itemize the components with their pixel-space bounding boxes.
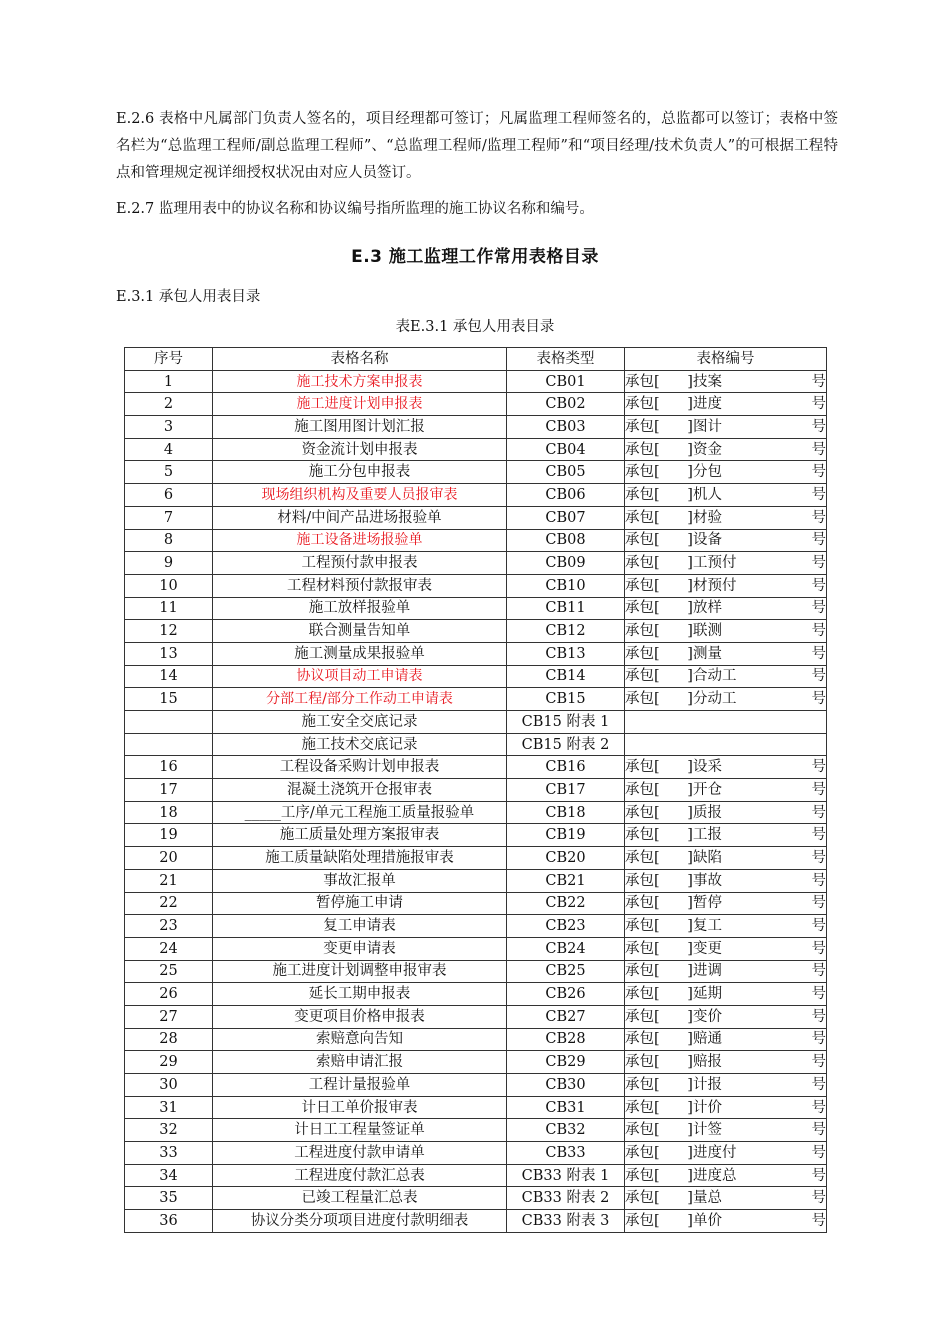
cell-form-name: 施工放样报验单	[213, 597, 507, 620]
code-prefix: 承包[ ]材预付	[625, 577, 737, 594]
cell-serial: 21	[125, 869, 213, 892]
code-prefix: 承包[ ]赔通	[625, 1031, 722, 1048]
header-serial: 序号	[125, 348, 213, 371]
cell-form-code	[625, 733, 827, 756]
code-prefix: 承包[ ]赔报	[625, 1054, 722, 1071]
cell-form-type: CB15 附表 1	[507, 711, 625, 734]
cell-form-type: CB06	[507, 484, 625, 507]
table-row	[125, 801, 827, 824]
cell-form-name: 已竣工程量汇总表	[213, 1187, 507, 1210]
cell-serial	[125, 711, 213, 734]
code-prefix: 承包[ ]进度付	[625, 1144, 737, 1161]
cell-form-name: 暂停施工申请	[213, 892, 507, 915]
cell-form-name: 工程计量报验单	[213, 1074, 507, 1097]
cell-form-name: 施工安全交底记录	[213, 711, 507, 734]
table-row	[125, 393, 827, 416]
code-prefix: 承包[ ]单价	[625, 1212, 722, 1229]
code-prefix: 承包[ ]延期	[625, 986, 722, 1003]
cell-form-code	[625, 1210, 827, 1233]
table-row	[125, 438, 827, 461]
cell-form-type: CB05	[507, 461, 625, 484]
code-prefix: 承包[ ]工报	[625, 827, 722, 844]
cell-serial: 31	[125, 1096, 213, 1119]
table-row	[125, 847, 827, 870]
code-prefix: 承包[ ]量总	[625, 1190, 722, 1207]
table-row	[125, 733, 827, 756]
cell-form-name: 施工质量缺陷处理措施报审表	[213, 847, 507, 870]
table-row	[125, 915, 827, 938]
code-prefix: 承包[ ]开仓	[625, 781, 722, 798]
cell-form-type: CB31	[507, 1096, 625, 1119]
cell-serial: 8	[125, 529, 213, 552]
cell-form-name: 变更申请表	[213, 937, 507, 960]
cell-form-name: 计日工单价报审表	[213, 1096, 507, 1119]
table-row	[125, 529, 827, 552]
code-suffix: 号	[811, 555, 826, 572]
code-prefix: 承包[ ]材验	[625, 509, 722, 526]
cell-form-code	[625, 506, 827, 529]
code-prefix: 承包[ ]图计	[625, 418, 722, 435]
cell-serial: 29	[125, 1051, 213, 1074]
cell-serial: 35	[125, 1187, 213, 1210]
cell-form-name: 延长工期申报表	[213, 983, 507, 1006]
cell-serial: 25	[125, 960, 213, 983]
table-row	[125, 1210, 827, 1233]
cell-serial: 33	[125, 1142, 213, 1165]
table-row	[125, 552, 827, 575]
cell-form-name: 变更项目价格申报表	[213, 1005, 507, 1028]
cell-form-type: CB19	[507, 824, 625, 847]
table-row	[125, 597, 827, 620]
table-row	[125, 779, 827, 802]
cell-form-name: 工程进度付款申请单	[213, 1142, 507, 1165]
code-suffix: 号	[811, 623, 826, 640]
cell-serial: 2	[125, 393, 213, 416]
code-suffix: 号	[811, 691, 826, 708]
code-suffix: 号	[811, 1190, 826, 1207]
cell-form-code	[625, 665, 827, 688]
table-row	[125, 1187, 827, 1210]
code-suffix: 号	[811, 418, 826, 435]
code-prefix: 承包[ ]联测	[625, 623, 722, 640]
code-suffix: 号	[811, 827, 826, 844]
cell-form-name: 联合测量告知单	[213, 620, 507, 643]
code-prefix: 承包[ ]复工	[625, 918, 722, 935]
cell-form-type: CB28	[507, 1028, 625, 1051]
cell-form-name: 施工图用图计划汇报	[213, 416, 507, 439]
code-prefix: 承包[ ]质报	[625, 804, 722, 821]
cell-form-name: 施工分包申报表	[213, 461, 507, 484]
cell-serial: 14	[125, 665, 213, 688]
cell-serial: 3	[125, 416, 213, 439]
cell-serial: 13	[125, 642, 213, 665]
cell-form-code	[625, 756, 827, 779]
cell-form-type: CB01	[507, 370, 625, 393]
code-suffix: 号	[811, 1212, 826, 1229]
cell-form-type: CB15 附表 2	[507, 733, 625, 756]
cell-form-code	[625, 370, 827, 393]
code-suffix: 号	[811, 940, 826, 957]
table-row	[125, 1005, 827, 1028]
cell-serial: 5	[125, 461, 213, 484]
cell-form-type: CB23	[507, 915, 625, 938]
cell-serial: 9	[125, 552, 213, 575]
table-row	[125, 824, 827, 847]
cell-form-type: CB08	[507, 529, 625, 552]
cell-form-name: 工程材料预付款报审表	[213, 574, 507, 597]
cell-form-name: 施工设备进场报验单	[213, 529, 507, 552]
cell-form-type: CB18	[507, 801, 625, 824]
cell-form-type: CB33 附表 2	[507, 1187, 625, 1210]
code-suffix: 号	[811, 781, 826, 798]
code-suffix: 号	[811, 509, 826, 526]
header-form-code: 表格编号	[625, 348, 827, 371]
code-suffix: 号	[811, 1144, 826, 1161]
cell-form-name: 施工测量成果报验单	[213, 642, 507, 665]
cell-form-code	[625, 484, 827, 507]
code-prefix: 承包[ ]暂停	[625, 895, 722, 912]
cell-serial: 23	[125, 915, 213, 938]
table-row	[125, 461, 827, 484]
cell-form-code	[625, 801, 827, 824]
cell-serial: 12	[125, 620, 213, 643]
code-suffix: 号	[811, 1008, 826, 1025]
paragraph-e-2-6: E.2.6 表格中凡属部门负责人签名的，项目经理都可签订；凡属监理工程师签名的，总监都可以签订；表格中签名栏为“总监理工程师/副总监理工程师”、“总监理工程师/监理工程师”和“项目经理/技术负责人”的可根据工程特点和管理规定视详细授权状况由对应人员签订。	[116, 111, 838, 181]
header-form-name: 表格名称	[213, 348, 507, 371]
table-row	[125, 937, 827, 960]
table-caption: 表E.3.1 承包人用表目录	[395, 319, 555, 335]
cell-serial: 36	[125, 1210, 213, 1233]
cell-serial: 4	[125, 438, 213, 461]
code-suffix: 号	[811, 804, 826, 821]
table-row	[125, 1074, 827, 1097]
table-row	[125, 688, 827, 711]
table-row	[125, 869, 827, 892]
table-row	[125, 1142, 827, 1165]
cell-form-code	[625, 529, 827, 552]
cell-serial	[125, 733, 213, 756]
table-row	[125, 960, 827, 983]
cell-form-type: CB25	[507, 960, 625, 983]
cell-form-type: CB03	[507, 416, 625, 439]
cell-form-code	[625, 574, 827, 597]
code-suffix: 号	[811, 963, 826, 980]
table-row	[125, 756, 827, 779]
cell-serial: 7	[125, 506, 213, 529]
cell-form-type: CB22	[507, 892, 625, 915]
cell-form-name: 混凝土浇筑开仓报审表	[213, 779, 507, 802]
code-prefix: 承包[ ]计报	[625, 1076, 722, 1093]
code-suffix: 号	[811, 486, 826, 503]
cell-form-name: 施工进度计划调整申报审表	[213, 960, 507, 983]
cell-form-type: CB27	[507, 1005, 625, 1028]
code-prefix: 承包[ ]设采	[625, 759, 722, 776]
cell-form-code	[625, 847, 827, 870]
cell-serial: 27	[125, 1005, 213, 1028]
cell-form-code	[625, 1119, 827, 1142]
code-suffix: 号	[811, 872, 826, 889]
cell-form-type: CB17	[507, 779, 625, 802]
code-suffix: 号	[811, 668, 826, 685]
cell-form-code	[625, 620, 827, 643]
cell-form-name: 事故汇报单	[213, 869, 507, 892]
header-form-type: 表格类型	[507, 348, 625, 371]
code-suffix: 号	[811, 849, 826, 866]
cell-form-code	[625, 1028, 827, 1051]
cell-serial: 10	[125, 574, 213, 597]
table-row	[125, 983, 827, 1006]
code-suffix: 号	[811, 600, 826, 617]
cell-form-type: CB33	[507, 1142, 625, 1165]
code-prefix: 承包[ ]计价	[625, 1099, 722, 1116]
code-suffix: 号	[811, 895, 826, 912]
paragraph-e-2-7: E.2.7 监理用表中的协议名称和协议编号指所监理的施工协议名称和编号。	[116, 201, 594, 217]
cell-form-type: CB04	[507, 438, 625, 461]
cell-form-type: CB02	[507, 393, 625, 416]
code-prefix: 承包[ ]进度	[625, 396, 722, 413]
code-prefix: 承包[ ]设备	[625, 532, 722, 549]
cell-form-code	[625, 983, 827, 1006]
code-suffix: 号	[811, 373, 826, 390]
cell-form-type: CB07	[507, 506, 625, 529]
cell-form-name: 施工技术交底记录	[213, 733, 507, 756]
table-header-row	[125, 348, 827, 371]
cell-serial: 20	[125, 847, 213, 870]
cell-form-type: CB29	[507, 1051, 625, 1074]
code-suffix: 号	[811, 1054, 826, 1071]
table-row	[125, 1119, 827, 1142]
code-suffix: 号	[811, 441, 826, 458]
cell-form-code	[625, 1096, 827, 1119]
code-prefix: 承包[ ]技案	[625, 373, 722, 390]
code-prefix: 承包[ ]放样	[625, 600, 722, 617]
cell-serial: 32	[125, 1119, 213, 1142]
table-row	[125, 574, 827, 597]
table-row	[125, 506, 827, 529]
cell-form-code	[625, 1142, 827, 1165]
cell-form-type: CB33 附表 3	[507, 1210, 625, 1233]
cell-form-code	[625, 416, 827, 439]
cell-form-code	[625, 461, 827, 484]
code-prefix: 承包[ ]进调	[625, 963, 722, 980]
code-suffix: 号	[811, 396, 826, 413]
cell-form-type: CB11	[507, 597, 625, 620]
cell-serial: 34	[125, 1164, 213, 1187]
code-prefix: 承包[ ]合动工	[625, 668, 737, 685]
cell-form-type: CB12	[507, 620, 625, 643]
cell-form-name: 材料/中间产品进场报验单	[213, 506, 507, 529]
code-prefix: 承包[ ]进度总	[625, 1167, 737, 1184]
table-row	[125, 416, 827, 439]
table-row	[125, 484, 827, 507]
cell-serial: 11	[125, 597, 213, 620]
cell-form-type: CB26	[507, 983, 625, 1006]
cell-form-name: 索赔意向告知	[213, 1028, 507, 1051]
cell-form-name: 施工进度计划申报表	[213, 393, 507, 416]
cell-form-name: _____工序/单元工程施工质量报验单	[213, 801, 507, 824]
code-prefix: 承包[ ]工预付	[625, 555, 737, 572]
cell-form-code	[625, 438, 827, 461]
cell-form-code	[625, 1164, 827, 1187]
cell-form-name: 复工申请表	[213, 915, 507, 938]
cell-form-name: 资金流计划申报表	[213, 438, 507, 461]
table-row	[125, 1028, 827, 1051]
cell-form-name: 施工质量处理方案报审表	[213, 824, 507, 847]
table-row	[125, 1051, 827, 1074]
cell-form-code	[625, 915, 827, 938]
cell-form-code	[625, 597, 827, 620]
code-prefix: 承包[ ]变更	[625, 940, 722, 957]
cell-form-type: CB32	[507, 1119, 625, 1142]
cell-serial: 22	[125, 892, 213, 915]
code-suffix: 号	[811, 1122, 826, 1139]
cell-form-code	[625, 960, 827, 983]
cell-form-code	[625, 937, 827, 960]
cell-form-type: CB09	[507, 552, 625, 575]
cell-form-type: CB10	[507, 574, 625, 597]
code-suffix: 号	[811, 645, 826, 662]
cell-serial: 16	[125, 756, 213, 779]
contractor-forms-table	[124, 347, 827, 1233]
cell-form-code	[625, 824, 827, 847]
table-row	[125, 1164, 827, 1187]
cell-form-type: CB14	[507, 665, 625, 688]
cell-form-code	[625, 1005, 827, 1028]
cell-serial: 6	[125, 484, 213, 507]
cell-form-code	[625, 711, 827, 734]
cell-serial: 18	[125, 801, 213, 824]
table-row	[125, 1096, 827, 1119]
cell-form-code	[625, 1187, 827, 1210]
table-row	[125, 642, 827, 665]
code-prefix: 承包[ ]测量	[625, 645, 722, 662]
cell-form-code	[625, 1051, 827, 1074]
cell-serial: 15	[125, 688, 213, 711]
cell-serial: 30	[125, 1074, 213, 1097]
cell-serial: 28	[125, 1028, 213, 1051]
cell-form-code	[625, 779, 827, 802]
code-prefix: 承包[ ]计签	[625, 1122, 722, 1139]
code-prefix: 承包[ ]变价	[625, 1008, 722, 1025]
cell-serial: 24	[125, 937, 213, 960]
cell-serial: 17	[125, 779, 213, 802]
code-prefix: 承包[ ]机人	[625, 486, 722, 503]
cell-form-code	[625, 393, 827, 416]
cell-form-name: 工程设备采购计划申报表	[213, 756, 507, 779]
code-prefix: 承包[ ]资金	[625, 441, 722, 458]
table-row	[125, 711, 827, 734]
section-title: E.3 施工监理工作常用表格目录	[351, 247, 599, 267]
table-row	[125, 665, 827, 688]
code-suffix: 号	[811, 918, 826, 935]
cell-form-name: 协议项目动工申请表	[213, 665, 507, 688]
cell-form-name: 计日工工程量签证单	[213, 1119, 507, 1142]
code-prefix: 承包[ ]事故	[625, 872, 722, 889]
code-suffix: 号	[811, 1076, 826, 1093]
code-suffix: 号	[811, 464, 826, 481]
table-row	[125, 370, 827, 393]
cell-form-name: 工程进度付款汇总表	[213, 1164, 507, 1187]
cell-form-code	[625, 688, 827, 711]
cell-form-type: CB30	[507, 1074, 625, 1097]
code-prefix: 承包[ ]分包	[625, 464, 722, 481]
code-suffix: 号	[811, 532, 826, 549]
cell-form-type: CB20	[507, 847, 625, 870]
cell-form-type: CB15	[507, 688, 625, 711]
table-row	[125, 620, 827, 643]
code-suffix: 号	[811, 1031, 826, 1048]
code-prefix: 承包[ ]分动工	[625, 691, 737, 708]
cell-form-name: 索赔申请汇报	[213, 1051, 507, 1074]
cell-form-code	[625, 552, 827, 575]
cell-form-name: 协议分类分项项目进度付款明细表	[213, 1210, 507, 1233]
table-body	[125, 370, 827, 1232]
cell-form-code	[625, 642, 827, 665]
code-suffix: 号	[811, 1099, 826, 1116]
cell-form-type: CB13	[507, 642, 625, 665]
cell-form-name: 分部工程/部分工作动工申请表	[213, 688, 507, 711]
cell-form-code	[625, 1074, 827, 1097]
code-suffix: 号	[811, 577, 826, 594]
cell-form-type: CB21	[507, 869, 625, 892]
code-suffix: 号	[811, 1167, 826, 1184]
code-prefix: 承包[ ]缺陷	[625, 849, 722, 866]
cell-form-name: 现场组织机构及重要人员报审表	[213, 484, 507, 507]
cell-serial: 26	[125, 983, 213, 1006]
cell-form-name: 施工技术方案申报表	[213, 370, 507, 393]
code-suffix: 号	[811, 986, 826, 1003]
cell-serial: 1	[125, 370, 213, 393]
cell-serial: 19	[125, 824, 213, 847]
cell-form-code	[625, 892, 827, 915]
cell-form-type: CB33 附表 1	[507, 1164, 625, 1187]
cell-form-code	[625, 869, 827, 892]
code-suffix: 号	[811, 759, 826, 776]
table-row	[125, 892, 827, 915]
cell-form-type: CB24	[507, 937, 625, 960]
subheading: E.3.1 承包人用表目录	[116, 289, 261, 305]
cell-form-type: CB16	[507, 756, 625, 779]
cell-form-name: 工程预付款申报表	[213, 552, 507, 575]
